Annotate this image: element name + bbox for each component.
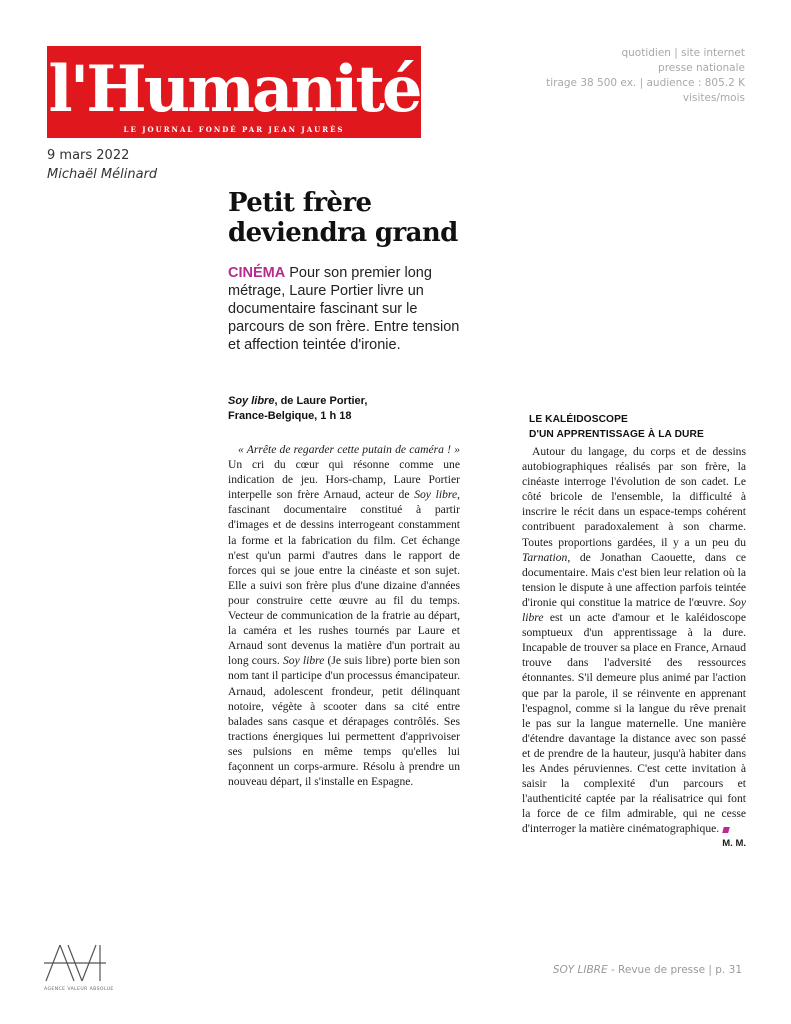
article-column-right [522, 444, 746, 852]
article-headline [228, 188, 488, 248]
article-author: Michaël Mélinard [47, 167, 158, 182]
agency-logo [44, 943, 124, 995]
standfirst-text: Pour son premier long métrage, Laure Portier livre un documentaire fascinant sur le parcours de son frère. Entre tension et affection teintée d'ironie. [228, 265, 460, 353]
film-title: Soy libre [414, 488, 458, 502]
article-signature: M. M. [722, 838, 746, 850]
credits-line: France-Belgique, 1 h 18 [228, 410, 352, 422]
masthead-title: l'Humanité [48, 52, 420, 127]
meta-line: presse nationale [658, 62, 745, 74]
headline-line: Petit frère [228, 188, 372, 218]
section-subhead [529, 413, 729, 442]
masthead-logo [47, 46, 421, 138]
meta-line: visites/mois [682, 92, 745, 104]
body-text: est un acte d'amour et le kaléidoscope somptueux d'un apprentissage à la dure. Incapable de trouver sa place en France, Arnaud trouve dans l'adversité des ressources étonnantes. S'il demeure plus animé par l'action que par la parole, il se réinvente en apprenant l'espagnol, comme si la langue du rêve prenait le pas sur la langue maternelle. Une manière d'étendre davantage la distance avec son passé et de prendre de la hauteur, jusqu'à habiter dans les Andes péruviennes. C'est cette invitation à saisir la complexité d'un parcours et l'authenticité captée par la réalisatrice qui font la force de ce film admirable, qui ne cesse d'interroger la matière cinématographique. [522, 611, 746, 836]
meta-line: tirage 38 500 ex. | audience : 805.2 K [546, 77, 745, 89]
article-standfirst [228, 264, 468, 354]
subhead-line: D'UN APPRENTISSAGE À LA DURE [529, 428, 704, 440]
headline-line: deviendra grand [228, 218, 458, 248]
article-column-left [228, 442, 460, 789]
credits-director: , de Laure Portier, [274, 395, 368, 407]
page-footer [553, 964, 742, 976]
film-credits [228, 394, 468, 424]
masthead-tagline: LE JOURNAL FONDÉ PAR JEAN JAURÈS [123, 125, 345, 134]
body-text: , fascinant documentaire constitué à partir d'images et de dessins interrogeant constamment la forme et la fabrication du film. Cet échange n'est qu'un parmi d'autres dans le rapport de forces qui se joue entre la cinéaste et son sujet. Elle a suivi son frère plus d'une dizaine d'années pour construire cette œuvre au fil du temps. Vecteur de communication de la fratrie au départ, la caméra et les rushes tournés par Laure et Arnaud sont devenus la matière d'un portrait au long cours. [228, 488, 461, 668]
body-text: (Je suis libre) porte bien son nom tant il participe d'un processus émancipateur. Arnaud, adolescent frondeur, petit délinquant notoire, végète à scooter dans sa cité entre balades sans casque et dérapages contrôlés. Ses tractions énergiques lui permettent d'apprivoiser ses pulsions en même temps qu'elles lui façonnent un corps-armure. Résolu à prendre un nouveau départ, il s'installe en Espagne. [228, 654, 460, 789]
subhead-line: LE KALÉIDOSCOPE [529, 414, 628, 425]
agency-name: AGENCE VALEUR ABSOLUE [44, 987, 114, 992]
footer-film-title: SOY LIBRE - [552, 964, 615, 976]
end-mark-icon [722, 827, 730, 833]
film-title: Tarnation [522, 550, 568, 564]
agency-logo-icon [44, 943, 110, 983]
credits-film-title: Soy libre [228, 395, 275, 407]
footer-page-info: Revue de presse | p. 31 [614, 964, 742, 976]
body-text: Un cri du cœur qui résonne comme une indication de jeu. Hors-champ, Laure Portier interpelle son frère Arnaud, acteur de [228, 458, 460, 502]
body-text: , de Jonathan Caouette, dans ce documentaire. Mais c'est bien leur relation où la tension le dispute à une affection parfois teintée d'ironie qui constitue la matrice de l'œuvre. [522, 550, 746, 609]
film-title: Soy libre [522, 595, 746, 625]
body-text: Autour du langage, du corps et de dessins autobiographiques réalisés par son frère, la cinéaste interroge l'évolution de son cadet. Le côté bricole de l'ensemble, la difficulté à inscrire le récit dans un espace-temps cohérent contribuent paradoxalement à son charme. Toutes proportions gardées, il y a un peu du [522, 445, 746, 549]
meta-line: quotidien | site internet [621, 47, 745, 59]
publication-meta [515, 46, 745, 106]
credits-line [228, 394, 468, 409]
quote-text: « Arrête de regarder cette putain de caméra ! » [238, 443, 460, 456]
article-date: 9 mars 2022 [47, 148, 130, 163]
film-title: Soy libre [282, 654, 325, 668]
rubric-label: CINÉMA [228, 265, 286, 281]
